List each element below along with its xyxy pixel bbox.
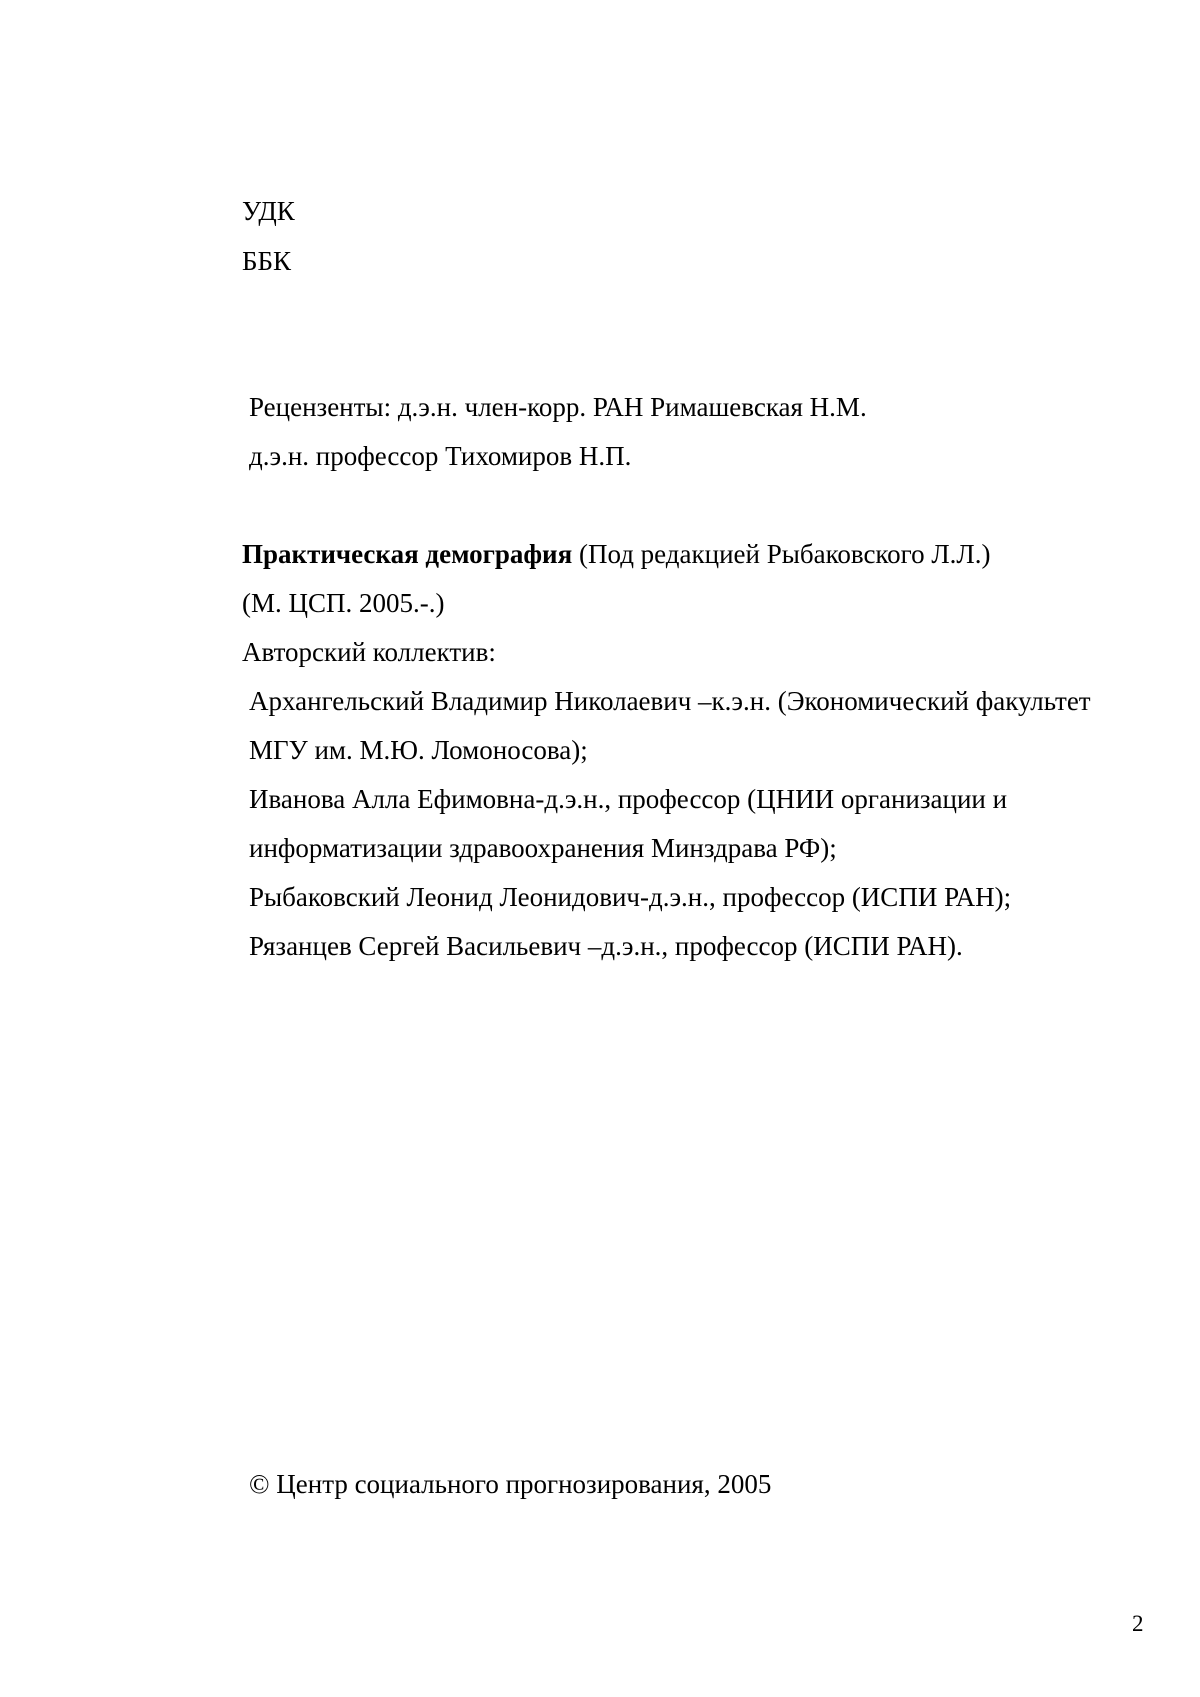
book-title-line: [242, 541, 990, 568]
copyright-notice: © Центр социального прогнозирования, 2005: [249, 1469, 772, 1499]
bbk-label: ББК: [242, 246, 292, 276]
author-line: Архангельский Владимир Николаевич –к.э.н. (Экономический факультет: [249, 686, 1091, 716]
authors-heading: Авторский коллектив:: [242, 637, 496, 667]
author-line: Рязанцев Сергей Васильевич –д.э.н., профессор (ИСПИ РАН).: [249, 931, 963, 961]
author-line: Иванова Алла Ефимовна-д.э.н., профессор (ЦНИИ организации и: [249, 784, 1008, 814]
reviewers-line-2: д.э.н. профессор Тихомиров Н.П.: [249, 441, 632, 471]
book-title: Практическая демография: [242, 539, 573, 569]
page-number: 2: [1132, 1611, 1144, 1636]
author-line: информатизации здравоохранения Минздрава РФ);: [249, 833, 837, 863]
book-editor: (Под редакцией Рыбаковского Л.Л.): [572, 539, 991, 569]
book-imprint: (М. ЦСП. 2005.-.): [242, 588, 445, 618]
reviewers-line-1: Рецензенты: д.э.н. член-корр. РАН Римашевская Н.М.: [249, 392, 867, 422]
author-line: МГУ им. М.Ю. Ломоносова);: [249, 735, 588, 765]
author-line: Рыбаковский Леонид Леонидович-д.э.н., профессор (ИСПИ РАН);: [249, 882, 1012, 912]
udk-label: УДК: [242, 196, 295, 226]
